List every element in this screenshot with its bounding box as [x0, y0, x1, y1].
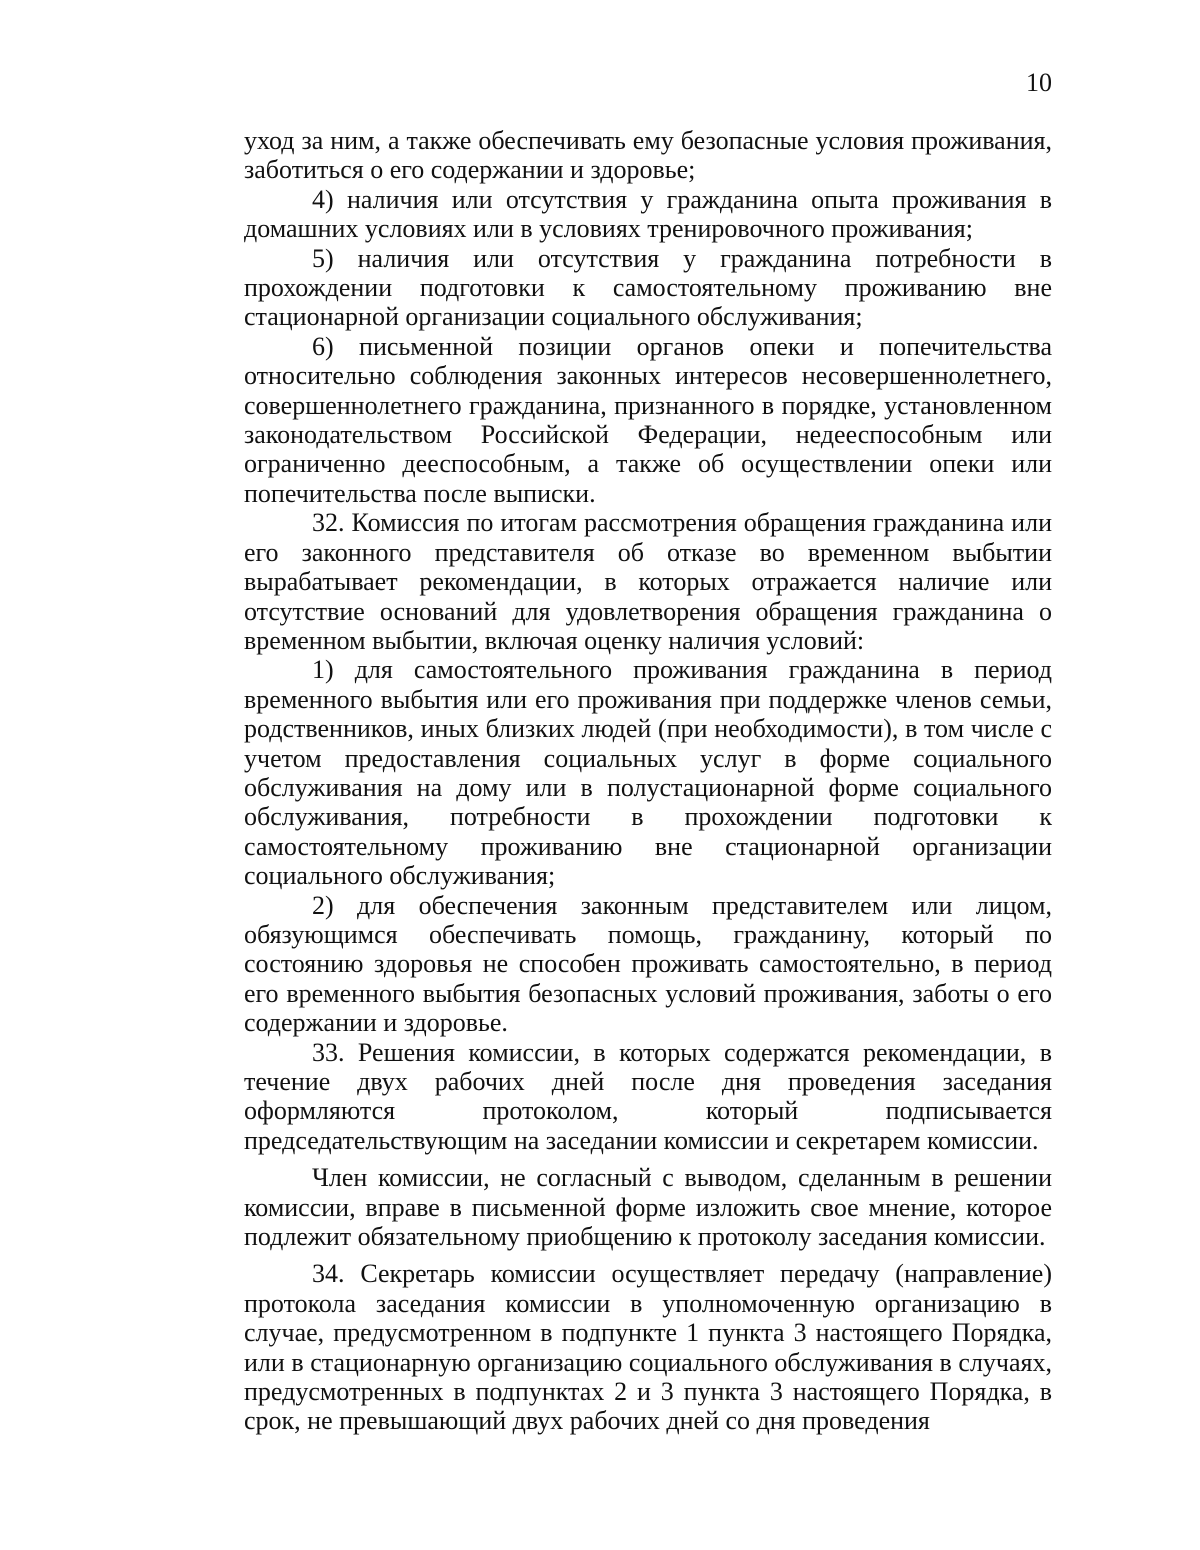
list-item-5: 5) наличия или отсутствия у гражданина потребности в прохождении подготовки к самостоятельному проживанию вне стационарной организации социального обслуживания;: [244, 243, 1052, 332]
clause-33-dissent: Член комиссии, не согласный с выводом, сделанным в решении комиссии, вправе в письменной форме изложить свое мнение, которое подлежит обязательному приобщению к протоколу заседания комиссии.: [244, 1163, 1052, 1252]
clause-32-item-1: 1) для самостоятельного проживания гражданина в период временного выбытия или его проживания при поддержке членов семьи, родственников, иных близких людей (при необходимости), в том числе с учетом предоставления социальных услуг в форме социального обслуживания на дому или в полустационарной форме социального обслуживания, потребности в прохождении подготовки к самостоятельному проживанию вне стационарной организации социального обслуживания;: [244, 655, 1052, 891]
list-item-6: 6) письменной позиции органов опеки и попечительства относительно соблюдения законных интересов несовершеннолетнего, совершеннолетнего гражданина, признанного в порядке, установленном законодательством Российской Федерации, недееспособным или ограниченно дееспособным, а также об осуществлении опеки или попечительства после выписки.: [244, 331, 1052, 508]
page-number: 10: [1026, 68, 1052, 97]
clause-32-item-2: 2) для обеспечения законным представителем или лицом, обязующимся обеспечивать помощь, гражданину, который по состоянию здоровья не способен проживать самостоятельно, в период его временного выбытия безопасных условий проживания, заботы о его содержании и здоровье.: [244, 890, 1052, 1038]
document-body: [244, 126, 1052, 1436]
clause-32: 32. Комиссия по итогам рассмотрения обращения гражданина или его законного представителя об отказе во временном выбытии вырабатывает рекомендации, в которых отражается наличие или отсутствие оснований для удовлетворения обращения гражданина о временном выбытии, включая оценку наличия условий:: [244, 508, 1052, 655]
clause-33: 33. Решения комиссии, в которых содержатся рекомендации, в течение двух рабочих дней после дня проведения заседания оформляются протоколом, который подписывается председательствующим на заседании комиссии и секретарем комиссии.: [244, 1037, 1052, 1155]
list-item-4: 4) наличия или отсутствия у гражданина опыта проживания в домашних условиях или в условиях тренировочного проживания;: [244, 184, 1052, 244]
clause-34: 34. Секретарь комиссии осуществляет передачу (направление) протокола заседания комиссии в уполномоченную организацию в случае, предусмотренном в подпункте 1 пункта 3 настоящего Порядка, или в стационарную организацию социального обслуживания в случаях, предусмотренных в подпунктах 2 и 3 пункта 3 настоящего Порядка, в срок, не превышающий двух рабочих дней со дня проведения: [244, 1259, 1052, 1436]
paragraph-continuation: уход за ним, а также обеспечивать ему безопасные условия проживания, заботиться о его содержании и здоровье;: [244, 126, 1052, 185]
